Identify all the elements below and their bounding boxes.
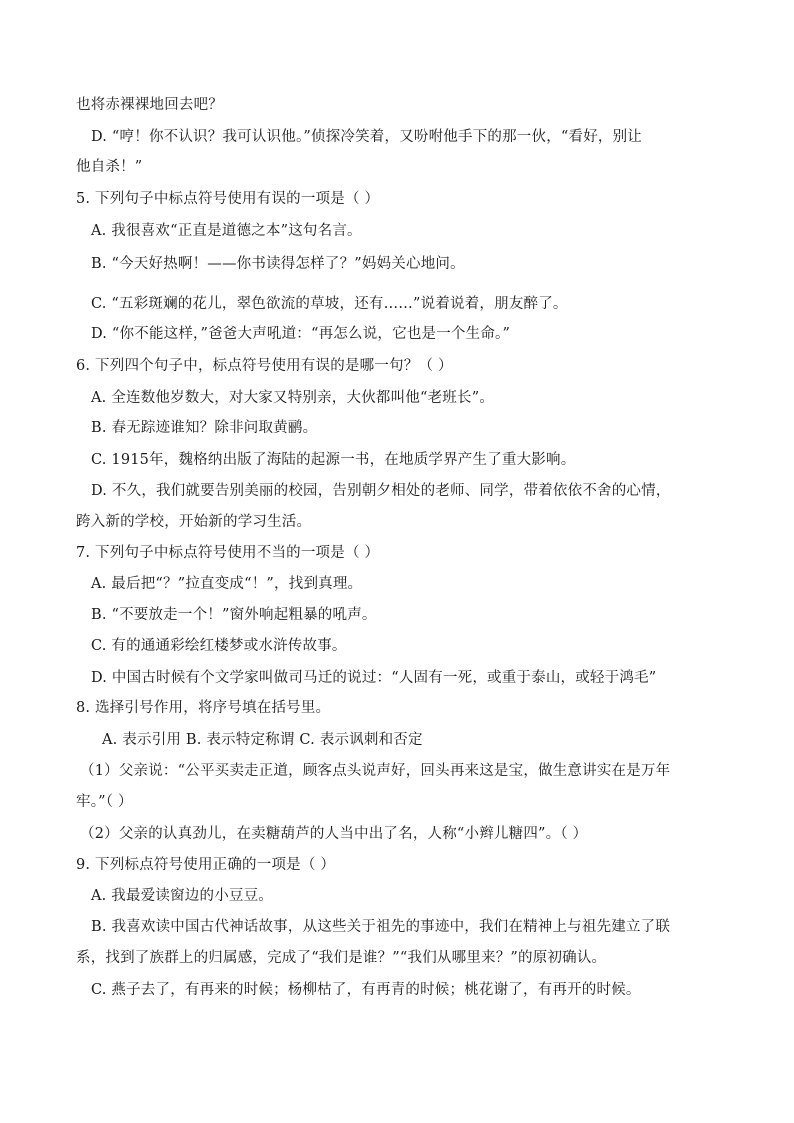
question-8-item-2: （2）父亲的认真劲儿，在卖糖葫芦的人当中出了名，人称“小辫儿糖四”。（ ）: [80, 826, 588, 842]
question-5-stem: 5. 下列句子中标点符号使用有误的一项是（ ）: [76, 191, 380, 207]
question-7-option-b: B. “不要放走一个！”窗外响起粗暴的吼声。: [91, 607, 377, 623]
text-line: 也将赤裸裸地回去吧？: [76, 97, 223, 113]
question-7-option-c: C. 有的通通彩绘红楼梦或水浒传故事。: [91, 638, 347, 654]
question-9-stem: 9. 下列标点符号使用正确的一项是（ ）: [76, 857, 336, 873]
option-d-line: D. “哼！你不认识？我可认识他。”侦探冷笑着，又吩咐他手下的那一伙，“看好，别让: [91, 129, 643, 145]
question-9-option-b: B. 我喜欢读中国古代神话故事，从这些关于祖先的事迹中，我们在精神上与祖先建立了联: [91, 919, 671, 935]
question-7-option-a: A. 最后把“？”拉直变成“！”，找到真理。: [91, 576, 363, 592]
question-6-option-b: B. 春无踪迹谁知？除非问取黄鹂。: [91, 420, 318, 436]
question-6-option-a: A. 全连数他岁数大，对大家又特别亲，大伙都叫他“老班长”。: [91, 390, 495, 406]
question-5-option-c: C. “五彩斑斓的花儿，翠色欲流的草坡，还有……”说着说着，朋友醉了。: [91, 296, 568, 312]
question-8-choices: A. 表示引用 B. 表示特定称谓 C. 表示讽刺和否定: [102, 732, 423, 748]
question-7-stem: 7. 下列句子中标点符号使用不当的一项是（ ）: [76, 545, 380, 561]
question-6-option-c: C. 1915年，魏格纳出版了海陆的起源一书，在地质学界产生了重大影响。: [91, 452, 576, 468]
question-9-option-c: C. 燕子去了，有再来的时候；杨柳枯了，有再青的时候；桃花谢了，有再开的时候。: [91, 982, 641, 998]
question-5-option-b: B. “今天好热啊！——你书读得怎样了？”妈妈关心地问。: [91, 256, 465, 272]
question-6-option-d-continued: 跨入新的学校，开始新的学习生活。: [76, 514, 312, 530]
question-5-option-d: D. “你不能这样，”爸爸大声吼道：“再怎么说，它也是一个生命。”: [91, 326, 511, 342]
question-8-stem: 8. 选择引号作用，将序号填在括号里。: [76, 700, 331, 716]
question-9-option-a: A. 我最爱读窗边的小豆豆。: [91, 888, 273, 904]
question-5-option-a: A. 我很喜欢“正直是道德之本”这句名言。: [91, 223, 362, 239]
question-6-option-d: D. 不久，我们就要告别美丽的校园，告别朝夕相处的老师、同学，带着依依不舍的心情，: [91, 483, 671, 499]
question-6-stem: 6. 下列四个句子中，标点符号使用有误的是哪一句？（ ）: [76, 358, 453, 374]
question-9-option-b-continued: 系，找到了族群上的归属感，完成了“我们是谁？”“我们从哪里来？”的原初确认。: [76, 950, 607, 966]
question-8-item-1: （1）父亲说：“公平买卖走正道，顾客点头说声好，回头再来这是宝，做生意讲实在是万年: [80, 763, 671, 779]
question-7-option-d: D. 中国古时候有个文学家叫做司马迁的说过：“人固有一死，或重于泰山，或轻于鸿毛”: [91, 670, 657, 686]
text-line: 他自杀！”: [76, 159, 143, 175]
question-8-item-1-continued: 牢。”（ ）: [76, 794, 133, 810]
